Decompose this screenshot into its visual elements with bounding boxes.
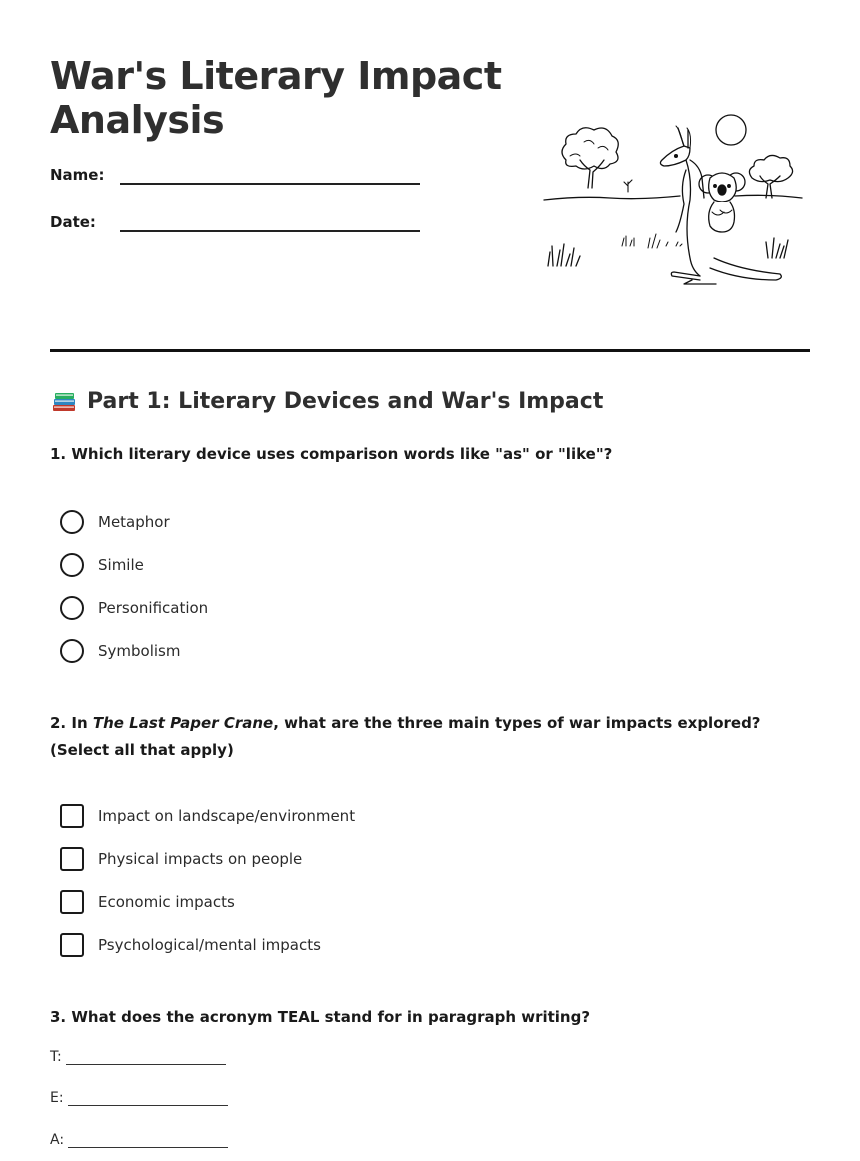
books-icon <box>50 388 78 414</box>
horizon-line <box>544 195 802 200</box>
answer-blank[interactable] <box>68 1134 228 1148</box>
part1-heading <box>50 388 603 414</box>
koala-nose <box>718 185 726 195</box>
section-divider <box>50 349 810 352</box>
radio-button[interactable] <box>60 596 84 620</box>
kangaroo-feet <box>671 272 716 284</box>
teal-letter: T: <box>50 1049 62 1065</box>
q1-option-label: Personification <box>98 599 209 617</box>
kangaroo-eye <box>675 155 678 158</box>
right-tree-trunk <box>760 176 780 198</box>
checkbox[interactable] <box>60 890 84 914</box>
checkbox[interactable] <box>60 847 84 871</box>
left-tree-canopy <box>562 128 618 169</box>
sun-shape <box>716 115 746 145</box>
date-field-row <box>50 213 430 243</box>
grass-right <box>766 238 788 258</box>
q1-option-1[interactable] <box>60 509 170 535</box>
checkbox[interactable] <box>60 804 84 828</box>
answer-blank[interactable] <box>66 1051 226 1065</box>
sprout <box>624 180 632 192</box>
answer-blank[interactable] <box>68 1092 228 1106</box>
q2-option-3[interactable] <box>60 889 235 915</box>
koala-eye-left <box>714 185 717 188</box>
grass-mid-2 <box>648 234 682 248</box>
name-field-row <box>50 166 430 196</box>
question-2 <box>50 710 810 764</box>
q1-option-label: Symbolism <box>98 642 181 660</box>
title-line-2: Analysis <box>50 98 225 142</box>
q1-option-label: Simile <box>98 556 144 574</box>
left-tree-trunk <box>580 160 604 188</box>
teal-row-t <box>50 1049 226 1065</box>
q1-option-3[interactable] <box>60 595 208 621</box>
q2-prefix: 2. In <box>50 714 93 732</box>
checkbox[interactable] <box>60 933 84 957</box>
left-tree-detail <box>570 140 608 156</box>
radio-button[interactable] <box>60 510 84 534</box>
radio-button[interactable] <box>60 639 84 663</box>
q1-option-2[interactable] <box>60 552 144 578</box>
name-label: Name: <box>50 166 105 184</box>
radio-button[interactable] <box>60 553 84 577</box>
q2-option-label: Physical impacts on people <box>98 850 303 868</box>
q1-option-label: Metaphor <box>98 513 170 531</box>
teal-row-e <box>50 1090 228 1106</box>
q1-option-4[interactable] <box>60 638 180 664</box>
grass-left <box>548 244 580 266</box>
title-line-1: War's Literary Impact <box>50 54 502 98</box>
question-1: 1. Which literary device uses comparison words like "as" or "like"? <box>50 445 613 463</box>
kangaroo-koala-illustration <box>540 108 812 288</box>
worksheet-title <box>50 54 520 142</box>
koala-eye-right <box>728 185 731 188</box>
q2-option-4[interactable] <box>60 932 321 958</box>
teal-letter: E: <box>50 1090 64 1106</box>
date-label: Date: <box>50 213 96 231</box>
date-field[interactable] <box>120 230 420 232</box>
q2-option-label: Economic impacts <box>98 893 235 911</box>
kangaroo-tail <box>710 258 781 280</box>
question-3: 3. What does the acronym TEAL stand for in paragraph writing? <box>50 1008 591 1026</box>
koala-body <box>709 202 735 232</box>
part1-heading-text: Part 1: Literary Devices and War's Impact <box>87 388 604 414</box>
name-field[interactable] <box>120 183 420 185</box>
teal-row-a <box>50 1132 228 1148</box>
q2-option-label: Impact on landscape/environment <box>98 807 356 825</box>
right-tree-canopy <box>749 155 792 181</box>
teal-letter: A: <box>50 1132 65 1148</box>
q2-option-2[interactable] <box>60 846 302 872</box>
q2-book-title: The Last Paper Crane <box>92 714 274 732</box>
grass-mid-1 <box>622 236 634 246</box>
q2-option-1[interactable] <box>60 803 355 829</box>
q2-suffix: , what are the three main types of war impacts explored? (Select all that apply) <box>50 714 761 759</box>
kangaroo-front <box>676 170 686 232</box>
q2-option-label: Psychological/mental impacts <box>98 936 321 954</box>
